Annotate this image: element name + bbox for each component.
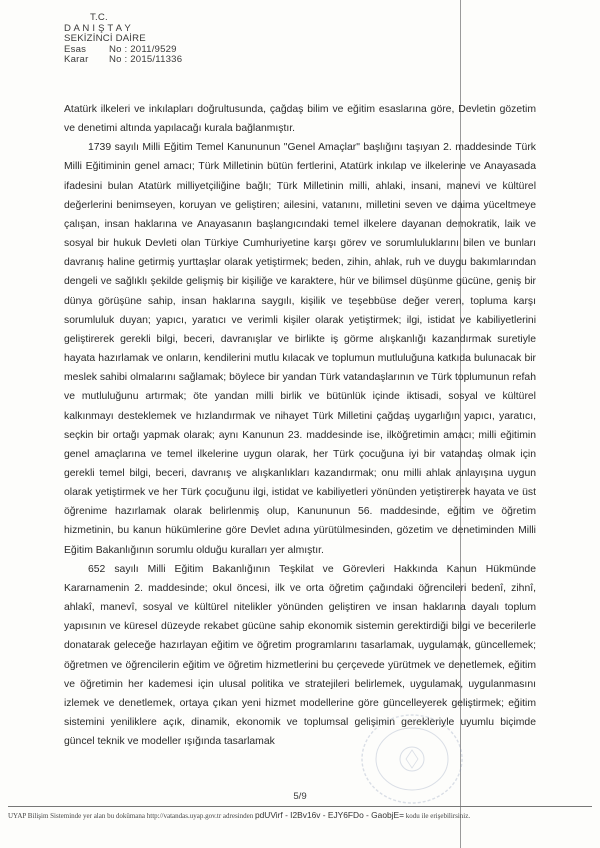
chamber-name: SEKİZİNCİ DAİRE	[64, 33, 146, 45]
karar-value: No : 2015/11336	[109, 54, 183, 66]
tc-label: T.C.	[90, 12, 108, 23]
document-header	[64, 13, 182, 66]
document-body	[64, 100, 536, 751]
page-number: 5/9	[293, 791, 307, 802]
footer-suffix: kodu ile erişebilirsiniz.	[405, 812, 471, 820]
paragraph: Atatürk ilkeleri ve inkılapları doğrultusunda, çağdaş bilim ve eğitim esaslarına göre, Devletin gözetim ve denetimi altında yapılacağı kurala bağlanmıştır.	[64, 104, 536, 135]
esas-value: No : 2011/9529	[109, 43, 177, 55]
footer	[8, 810, 592, 820]
footer-text: UYAP Bilişim Sisteminde yer alan bu dokümana http://vatandas.uyap.gov.tr adresinden	[8, 812, 254, 820]
institution-name: D A N I Ş T A Y	[64, 22, 131, 34]
paragraph: 652 sayılı Milli Eğitim Bakanlığının Teşkilat ve Görevleri Hakkında Kanun Hükmünde Kararnamenin 2. maddesinde; okul öncesi, ilk ve orta öğretim çağındaki öğrencileri bedenî, zihnî, ahlakî, manevî, sosyal ve kültürel nitelikler yönünden geliştiren ve insan haklarına dayalı toplum yapısının ve küresel düzeyde rekabet gücüne sahip ekonomik sistemin gerektirdiği bilgi ve becerilerle donatarak geleceğe hazırlayan eğitim ve öğretim programlarını tasarlamak, uygulamak, güncellemek; öğretmen ve öğrencilerin eğitim ve öğretim hizmetlerini bu çerçevede yürütmek ve denetlemek, eğitim ve öğretimin her kademesi için ulusal politika ve stratejileri belirlemek, uygulamak, uygulanmasını izlemek ve denetlemek, ortaya çıkan yeni hizmet modellerine göre güncelleyerek geliştirmek; eğitim sistemini yeniliklere açık, dinamik, ekonomik ve toplumsal gelişimin gerekleriyle uyumlu biçimde güncel teknik ve modeller ışığında tasarlamak	[64, 563, 536, 748]
paragraph: 1739 sayılı Milli Eğitim Temel Kanununun "Genel Amaçlar" başlığını taşıyan 2. maddesinde Türk Milli Eğitiminin genel amacı; Türk Milletinin bütün fertlerini, Atatürk inkılap ve ilkelerine ve Anayasada ifadesini bulan Atatürk milliyetçiliğine bağlı; Türk Milletinin milli, ahlaki, insani, manevi ve kültürel değerlerini benimseyen, koruyan ve geliştiren; ailesini, vatanını, milletini seven ve daima yüceltmeye çalışan, insan haklarına ve Anayasanın başlangıcındaki temel ilkelere dayanan demokratik, laik ve sosyal bir hukuk Devleti olan Türkiye Cumhuriyetine karşı görev ve sorumluluklarını bilen ve bunları davranış haline getirmiş yurttaşlar olarak yetiştirmek; beden, zihin, ahlak, ruh ve duygu bakımlarından dengeli ve sağlıklı şekilde gelişmiş bir kişiliğe ve karaktere, hür ve bilimsel düşünme gücüne, geniş bir dünya görüşüne sahip, insan haklarına saygılı, kişilik ve teşebbüse değer veren, topluma karşı sorumluluk duyan; yapıcı, yaratıcı ve verimli kişiler olarak yetiştirmek; ilgi, istidat ve kabiliyetlerini geliştirerek gerekli bilgi, beceri, davranışlar ve birlikte iş görme alışkanlığı kazandırmak suretiyle hayata hazırlamak ve onların, kendilerini mutlu kılacak ve toplumun mutluluğuna katkıda bulunacak bir meslek sahibi olmalarını sağlamak; böylece bir yandan Türk vatandaşlarının ve Türk toplumunun refah ve mutluluğunu artırmak; öte yandan milli birlik ve bütünlük içinde iktisadi, sosyal ve kültürel kalkınmayı desteklemek ve hızlandırmak ve nihayet Türk Milletini çağdaş uygarlığın yapıcı, yaratıcı, seçkin bir ortağı yapmak olarak; aynı Kanunun 23. maddesinde ise, ilköğretimin amacı; milli eğitimin genel amaçlarına ve temel ilkelerine uygun olarak, her Türk çocuğuna iyi bir vatandaş olmak için gerekli temel bilgi, beceri, davranış ve alışkanlıkları kazandırmak; onu milli ahlak anlayışına uygun olarak yetiştirmek ve her Türk çocuğunu ilgi, istidat ve kabiliyetleri yönünden yetiştirerek hayata ve üst öğrenime hazırlamak olarak belirlenmiş olup, Kanununun 56. maddesinde, eğitim ve öğretim hizmetinin, bu kanun hükümlerine göre Devlet adına yürütülmesinden, gözetim ve denetiminden Milli Eğitim Bakanlığının sorumlu olduğu kuralları yer almıştır.	[64, 142, 536, 556]
footer-divider	[8, 806, 592, 807]
karar-label: Karar	[64, 54, 89, 66]
karar-row	[64, 55, 182, 66]
verification-code: pdUVirf - I2Bv16v - EJY6FDo - GaobjE=	[254, 810, 404, 820]
esas-label: Esas	[64, 43, 87, 55]
